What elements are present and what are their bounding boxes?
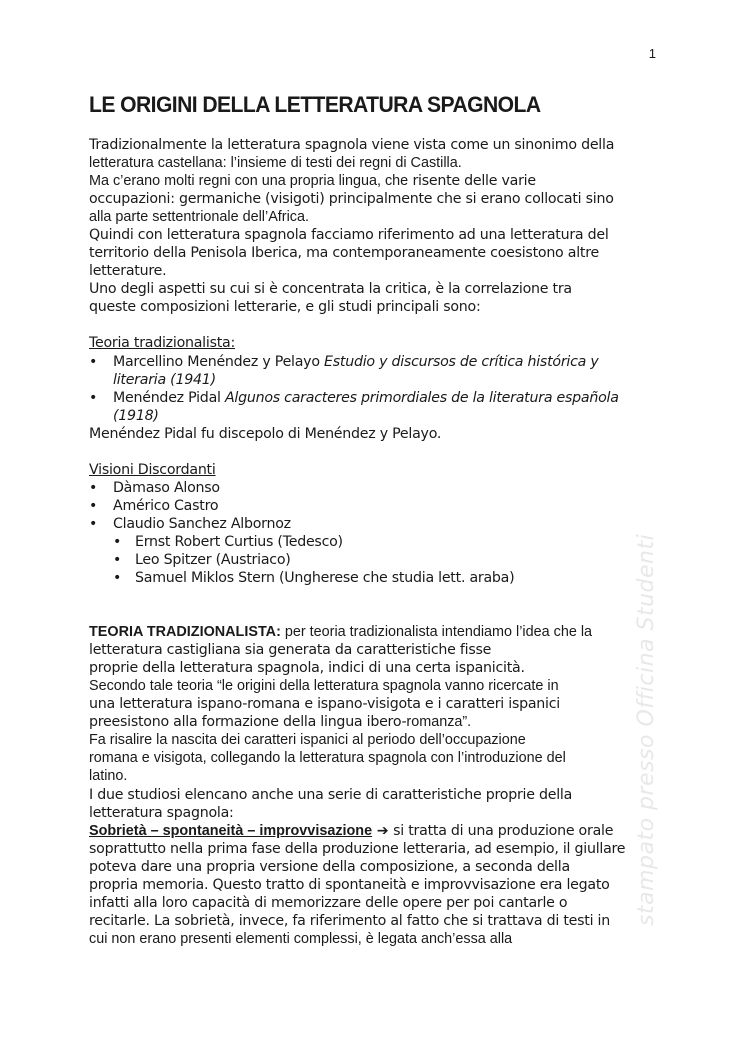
traditionalist-list	[89, 353, 649, 425]
theory-line: una letteratura ispano-romana e ispano-visigota e i caratteri ispanici	[89, 696, 560, 713]
feature-line: recitarle. La sobrietà, invece, fa riferimento al fatto che si trattava di testi in	[89, 912, 610, 929]
intro-line: alla parte settentrionale dell’Africa.	[89, 209, 309, 226]
feature-line: cui non erano presenti elementi complessi, è legata anch’essa alla	[89, 930, 513, 947]
discordant-sublist	[89, 533, 649, 587]
work-title: Estudio y discursos de crítica histórica y literaria (1941)	[113, 353, 599, 388]
theory-line: proprie della letteratura spagnola, indici di una certa ispanicità.	[89, 660, 525, 677]
spacer	[89, 443, 649, 461]
list-item: • Dàmaso Alonso	[89, 479, 649, 497]
document-title: LE ORIGINI DELLA LETTERATURA SPAGNOLA	[89, 92, 541, 117]
intro-line: Quindi con letteratura spagnola facciamo riferimento ad una letteratura del	[89, 227, 609, 244]
document-body	[89, 136, 649, 948]
sub-list-item: • Ernst Robert Curtius (Tedesco)	[113, 533, 649, 551]
sub-list-item: • Samuel Miklos Stern (Ungherese che studia lett. araba)	[113, 569, 649, 587]
intro-line: Tradizionalmente la letteratura spagnola viene vista come un sinonimo della	[89, 137, 615, 153]
theory-text: per teoria tradizionalista intendiamo l’idea che la	[280, 624, 593, 641]
theory-line: letteratura castigliana sia generata da caratteristiche fisse	[89, 642, 492, 659]
discordant-list	[89, 479, 649, 533]
discordant-heading: Visioni Discordanti	[89, 461, 216, 478]
spacer	[89, 316, 649, 334]
sub-list-item: • Leo Spitzer (Austriaco)	[113, 551, 649, 569]
feature-line: soprattutto nella prima fase della produzione letteraria, ad esempio, il giullare	[89, 840, 626, 857]
feature-label: Sobrietà – spontaneità – improvvisazione	[89, 822, 373, 839]
intro-line: Uno degli aspetti su cui si è concentrata la critica, è la correlazione tra	[89, 281, 572, 298]
list-item: • Américo Castro	[89, 497, 649, 515]
spacer	[89, 587, 649, 623]
feature-line: poteva dare una propria versione della composizione, a seconda della	[89, 858, 570, 875]
feature-line: infatti alla loro capacità di memorizzare delle opere per poi cantarle o	[89, 894, 568, 911]
theory-text: romanza”.	[406, 714, 472, 731]
intro-line	[89, 172, 649, 190]
traditionalist-note: Menéndez Pidal fu discepolo di Menéndez y Pelayo.	[89, 425, 442, 442]
list-item	[89, 389, 649, 425]
intro-line: letterature.	[89, 263, 167, 280]
page-number: 1	[648, 46, 656, 61]
list-item: • Claudio Sanchez Albornoz	[89, 515, 649, 533]
intro-line: occupazioni: germaniche (visigoti) principalmente che si erano collocati sino	[89, 191, 614, 208]
theory-line: romana e visigota, collegando la letteratura spagnola con l’introduzione del	[89, 750, 566, 767]
intro-line: letteratura castellana: l’insieme di testi dei regni di Castilla.	[89, 155, 462, 172]
work-title: Algunos caracteres primordiales de la literatura española (1918)	[113, 389, 619, 424]
author: Menéndez Pidal	[113, 389, 225, 406]
theory-line	[89, 623, 649, 641]
feature-text: si tratta di una produzione orale	[393, 822, 614, 839]
watermark: stampato presso Officina Studenti	[634, 533, 659, 926]
traditionalist-heading: Teoria tradizionalista:	[89, 335, 235, 352]
theory-line: latino.	[89, 768, 128, 785]
feature-line	[89, 822, 649, 840]
theory-line: Secondo tale teoria “le origini della letteratura spagnola vanno ricercate in	[89, 678, 559, 695]
theory-line: Fa risalire la nascita dei caratteri ispanici al periodo dell’occupazione	[89, 732, 526, 749]
author: Marcellino Menéndez y Pelayo	[113, 353, 325, 370]
theory-line: I due studiosi elencano anche una serie di caratteristiche proprie della	[89, 786, 573, 803]
arrow-right-icon: ➔	[372, 822, 394, 839]
theory-line: letteratura spagnola:	[89, 804, 234, 821]
theory-text: preesistono alla formazione della lingua ibero-	[89, 714, 407, 731]
feature-line: propria memoria. Questo tratto di spontaneità e improvvisazione era legato	[89, 876, 610, 893]
theory-line	[89, 713, 649, 731]
intro-line-part: risente delle varie	[408, 173, 536, 190]
intro-line: territorio della Penisola Iberica, ma contemporaneamente coesistono altre	[89, 245, 599, 262]
intro-line: queste composizioni letterarie, e gli studi principali sono:	[89, 299, 481, 316]
intro-line-part: Ma c’erano molti regni con una propria lingua, che	[89, 173, 409, 190]
theory-label: TEORIA TRADIZIONALISTA:	[89, 624, 281, 641]
list-item	[89, 353, 649, 389]
